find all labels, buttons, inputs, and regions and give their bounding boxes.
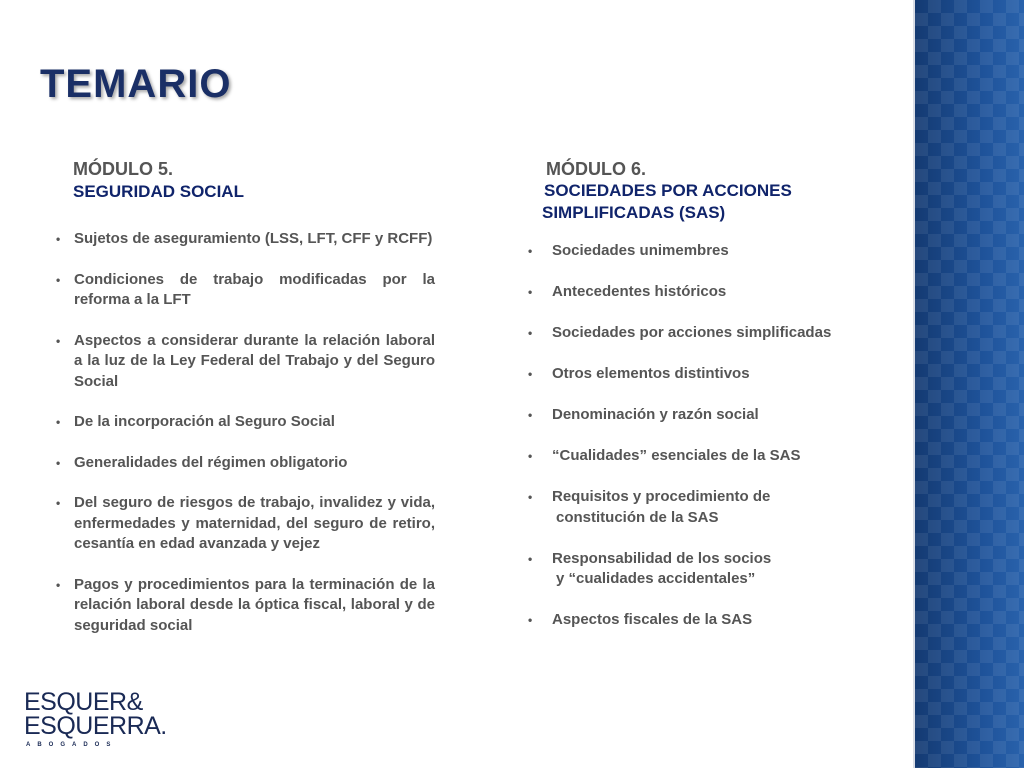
module-5-topic: • Pagos y procedimientos para la terminación de la relación laboral desde la óptica fiscal, laboral y de seguridad social <box>74 575 435 637</box>
module-6-topic: • Sociedades unimembres <box>552 241 902 262</box>
module-6-topic: • Sociedades por acciones simplificadas <box>552 323 902 344</box>
module-6-topic-line: Requisitos y procedimiento de <box>552 488 771 505</box>
module-6-number: MÓDULO 6. <box>546 159 647 179</box>
module-5-topic: • Generalidades del régimen obligatorio <box>74 453 435 474</box>
module-6-topic: • Denominación y razón social <box>552 405 902 426</box>
module-6-name-line1: SOCIEDADES POR ACCIONES <box>544 181 792 200</box>
page-title: TEMARIO <box>40 62 232 106</box>
module-5-topic: • Condiciones de trabajo modificadas por la reforma a la LFT <box>74 270 435 311</box>
module-5-topic: • De la incorporación al Seguro Social <box>74 412 435 433</box>
module-6-topic-line: y “cualidades accidentales” <box>556 570 756 587</box>
module-6-topic: • Aspectos fiscales de la SAS <box>552 610 902 631</box>
decorative-side-panel <box>913 0 1024 768</box>
module-5-number: MÓDULO 5. <box>73 159 174 179</box>
logo-line-2: ESQUERRA. <box>24 712 167 740</box>
module-6-name-line2: SIMPLIFICADAS (SAS) <box>542 203 726 222</box>
logo-line-1: ESQUER& <box>24 688 143 716</box>
module-5-header <box>73 158 244 203</box>
module-6-topic-list <box>552 241 902 651</box>
module-6-topic: • Antecedentes históricos <box>552 282 902 303</box>
module-6-topic-line: constitución de la SAS <box>556 508 719 526</box>
logo-subtitle: ABOGADOS <box>26 742 118 748</box>
module-5-topic: • Aspectos a considerar durante la relación laboral a la luz de la Ley Federal del Trabajo y del Seguro Social <box>74 331 435 393</box>
module-6-topic: • Otros elementos distintivos <box>552 364 902 385</box>
module-6-topic <box>552 487 902 528</box>
module-5-topic: • Sujetos de aseguramiento (LSS, LFT, CFF y RCFF) <box>74 229 435 250</box>
company-logo <box>16 682 171 760</box>
module-6-topic: • “Cualidades” esenciales de la SAS <box>552 446 902 467</box>
module-6-topic-line: Responsabilidad de los socios <box>552 549 772 567</box>
module-6-topic <box>552 549 902 590</box>
module-5-topic-list <box>74 229 435 656</box>
module-5-name: SEGURIDAD SOCIAL <box>73 182 244 201</box>
module-6-header <box>542 158 792 224</box>
module-5-topic: • Del seguro de riesgos de trabajo, invalidez y vida, enfermedades y maternidad, del seguro de retiro, cesantía en edad avanzada y vejez <box>74 493 435 555</box>
